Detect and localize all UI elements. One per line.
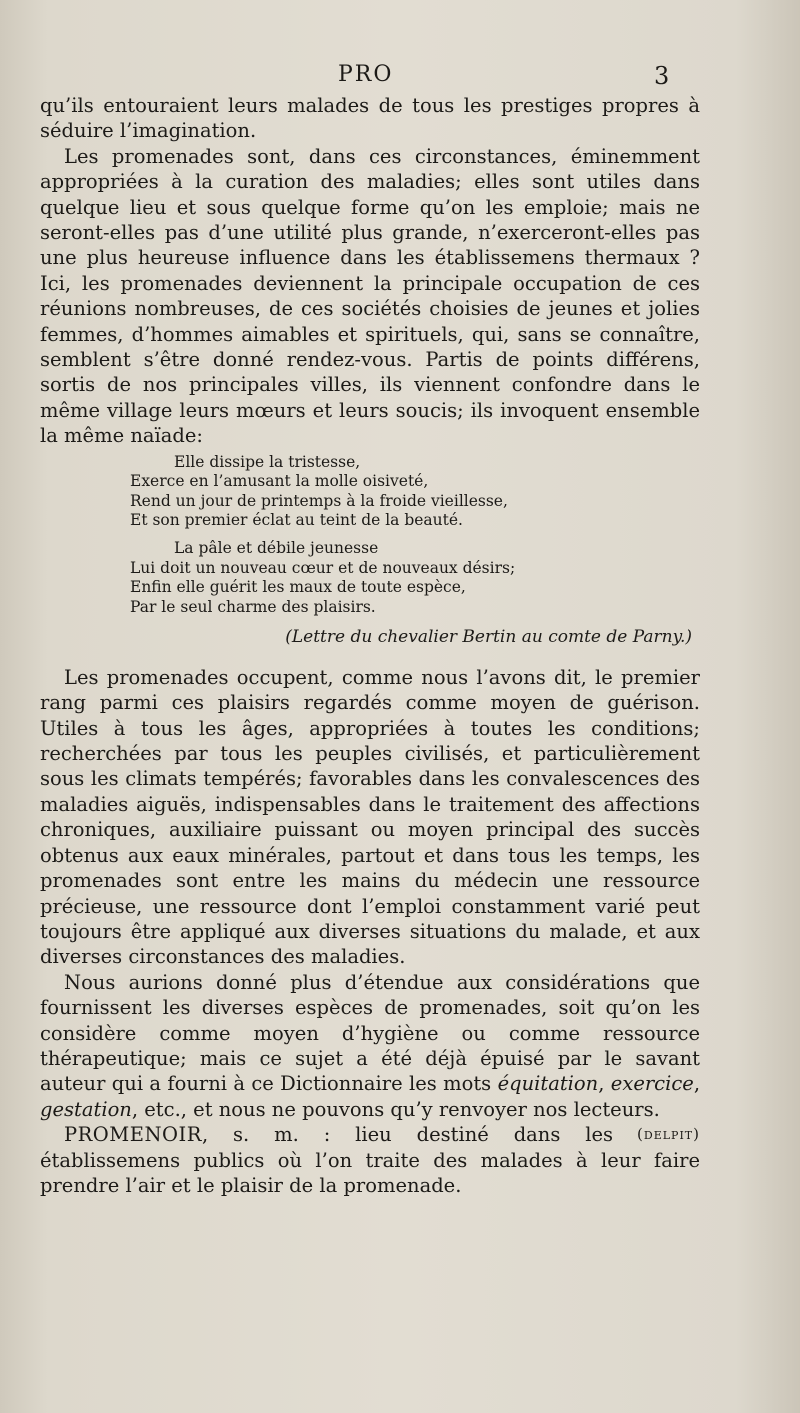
cross-reference-equitation: équitation <box>497 1072 599 1096</box>
verse-citation: (Lettre du chevalier Bertin au comte de Parny.) <box>285 627 692 648</box>
entry-headword: PROMENOIR <box>64 1123 202 1147</box>
verse-line: Exerce en l’amusant la molle oisiveté, <box>130 472 429 491</box>
page-number: 3 <box>654 62 670 90</box>
verse-line: Par le seul charme des plaisirs. <box>130 597 376 616</box>
paragraph-continuation: qu’ils entouraient leurs malades de tous les prestiges propres à séduire l’imagination. <box>40 94 700 143</box>
cross-reference-exercice: exercice <box>610 1072 694 1096</box>
separator: , <box>693 1072 701 1096</box>
dictionary-entry-promenoir <box>40 1122 700 1198</box>
verse-line: La pâle et débile jeunesse <box>174 539 379 558</box>
verse-line: Enfin elle guérit les maux de toute espèce, <box>130 578 466 597</box>
paragraph-promenades-rank: Les promenades occupent, comme nous l’avons dit, le premier rang parmi ces plaisirs regardés comme moyen de guérison. Utiles à tous les âges, appropriées à toutes les conditions; recherchées par tous les peuples civilisés, et particulièrement sous les climats tempérés; favorables dans les convalescences des maladies aiguës, indispensables dans le traitement des affections chroniques, auxiliaire puissant ou moyen principal des succès obtenus aux eaux minérales, partout et dans tous les temps, les promenades sont entre les mains du médecin une ressource précieuse, une ressource dont l’emploi constamment varié peut toujours être appliqué aux diverses situations du malade, et aux diverses circonstances des maladies. <box>40 665 700 969</box>
main-text <box>40 93 700 1198</box>
separator: , <box>598 1072 611 1096</box>
references-text: Nous aurions donné plus d’étendue aux considérations que fournissent les diverses espèces de promenades, soit qu’on les considère comme moyen d’hygiène ou comme ressource thérapeutique; mais ce sujet a été déjà épuisé par le savant auteur qui a fourni à ce Dictionnaire les mots <box>40 970 700 1096</box>
paragraph-promenades-thermal: Les promenades sont, dans ces circonstances, éminemment appropriées à la curation des maladies; elles sont utiles dans quelque lieu et sous quelque forme qu’on les emploie; mais ne seront-elles pas d’une utilité plus grande, n’exerceront-elles pas une plus heureuse influence dans les établissemens thermaux ? Ici, les promenades deviennent la principale occupation de ces réunions nombreuses, de ces sociétés choisies de jeunes et jolies femmes, d’hommes aimables et spirituels, qui, sans se connaître, semblent s’être donné rendez-vous. Partis de points différens, sortis de nos principales villes, ils viennent confondre dans le même village leurs mœurs et leurs soucis; ils invoquent ensemble la même naïade: <box>40 144 700 448</box>
verse-line: Et son premier éclat au teint de la beauté. <box>130 511 463 530</box>
cross-reference-gestation: gestation <box>40 1097 132 1121</box>
page-header <box>0 62 800 92</box>
references-text-end: , etc., et nous ne pouvons qu’y renvoyer nos lecteurs. <box>131 1097 660 1121</box>
author-signature: (delpit) <box>637 1125 700 1144</box>
running-head: PRO <box>338 62 394 87</box>
verse-quotation <box>130 453 700 618</box>
verse-line: Lui doit un nouveau cœur et de nouveaux désirs; <box>130 558 516 577</box>
verse-line: Rend un jour de printemps à la froide vieillesse, <box>130 491 508 510</box>
verse-line: Elle dissipe la tristesse, <box>174 452 361 471</box>
verse-stanza-1 <box>130 453 700 531</box>
entry-definition: , s. m. : lieu destiné dans les établissemens publics où l’on traite des malades à leur faire prendre l’air et le plaisir de la promenade. <box>40 1123 700 1197</box>
verse-stanza-2 <box>130 539 700 617</box>
